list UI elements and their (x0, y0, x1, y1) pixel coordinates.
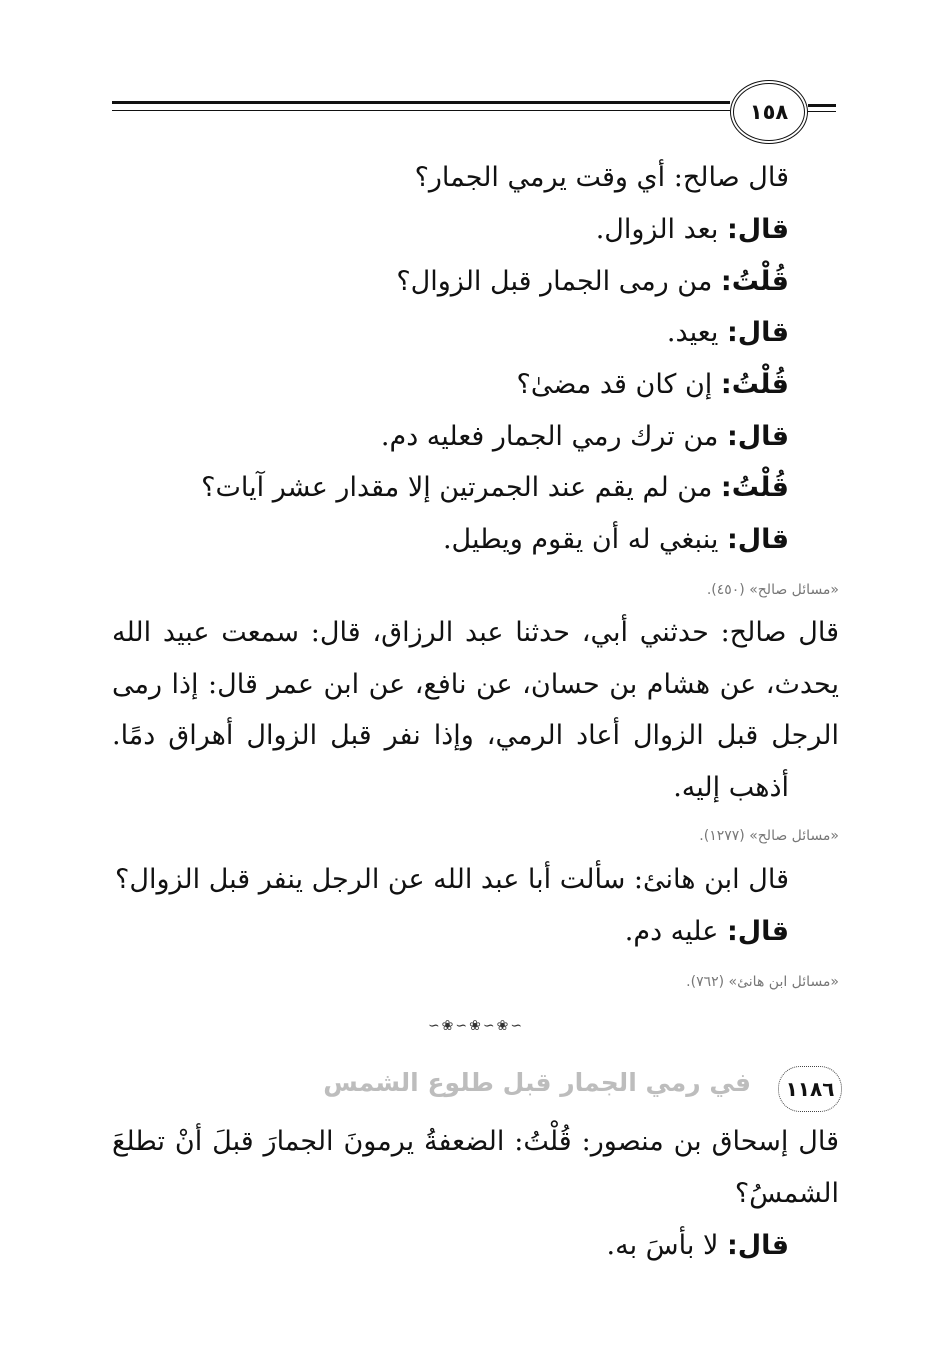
dialogue-line-8 (443, 520, 789, 560)
statement: عليه دم. (624, 916, 719, 947)
speaker: قُلْتُ: (720, 472, 789, 503)
section-separator-ornament: ∽❀∽❀∽❀∽ (427, 1018, 525, 1034)
source-citation-1: «مسائل صالح» (٤٥٠). (706, 582, 839, 598)
ibn-hani-answer (625, 912, 789, 952)
header-rule-thick (112, 101, 730, 104)
speaker: قال: (726, 524, 789, 555)
dialogue-line-7 (201, 468, 789, 508)
statement: بعد الزوال. (595, 214, 719, 245)
paragraph-line-4: أذهب إليه. (673, 772, 789, 803)
speaker: قال: (726, 421, 789, 452)
dialogue-line-4 (667, 313, 789, 353)
dialogue-line-3 (396, 262, 789, 302)
statement: من لم يقم عند الجمرتين إلا مقدار عشر آيات؟ (201, 472, 713, 503)
statement: يعيد. (666, 317, 719, 348)
dialogue-line-1 (415, 158, 789, 198)
page-number: ١٥٨ (730, 80, 808, 144)
statement: إن كان قد مضىٰ؟ (516, 369, 713, 400)
section-number-badge: ١١٨٦ (778, 1066, 842, 1112)
statement: من رمى الجمار قبل الزوال؟ (396, 266, 713, 297)
header-rule-right-thin (808, 111, 836, 112)
speaker: قُلْتُ: (720, 369, 789, 400)
ishaq-line-2: الشمسُ؟ (734, 1178, 839, 1209)
speaker: قال: (726, 916, 789, 947)
section-title: في رمي الجمار قبل طلوع الشمس (323, 1068, 751, 1097)
source-citation-3: «مسائل ابن هانئ» (٧٦٢). (686, 974, 839, 990)
statement: ينبغي له أن يقوم ويطيل. (442, 524, 719, 555)
header-rule-right-thick (808, 104, 836, 107)
paragraph-line-3: الرجل قبل الزوال أعاد الرمي، وإذا نفر قبل الزوال أهراق دمًا. (112, 720, 839, 751)
final-answer (607, 1226, 789, 1266)
paragraph-line-2: يحدث، عن هشام بن حسان، عن نافع، عن ابن عمر قال: إذا رمى (112, 669, 839, 700)
speaker: قال ابن هانئ: (633, 864, 789, 895)
speaker: قال صالح: (673, 162, 789, 193)
dialogue-line-5 (517, 365, 789, 405)
statement: لا بأسَ به. (606, 1230, 719, 1261)
speaker: قال: (726, 214, 789, 245)
statement: من ترك رمي الجمار فعليه دم. (380, 421, 719, 452)
speaker: قال: (726, 1230, 789, 1261)
statement: سألت أبا عبد الله عن الرجل ينفر قبل الزوال؟ (115, 864, 626, 895)
header-rule-thin (112, 110, 730, 111)
ibn-hani-question (115, 860, 789, 900)
speaker: قُلْتُ: (720, 266, 789, 297)
paragraph-line-1: قال صالح: حدثني أبي، حدثنا عبد الرزاق، قال: سمعت عبيد الله (112, 617, 839, 648)
source-citation-2: «مسائل صالح» (١٢٧٧). (699, 828, 839, 844)
statement: أي وقت يرمي الجمار؟ (414, 162, 666, 193)
ishaq-line-1: قال إسحاق بن منصور: قُلْتُ: الضعفةُ يرمونَ الجمارَ قبلَ أنْ تطلعَ (112, 1126, 839, 1157)
speaker: قال: (726, 317, 789, 348)
dialogue-line-6 (381, 417, 789, 457)
dialogue-line-2 (596, 210, 789, 250)
